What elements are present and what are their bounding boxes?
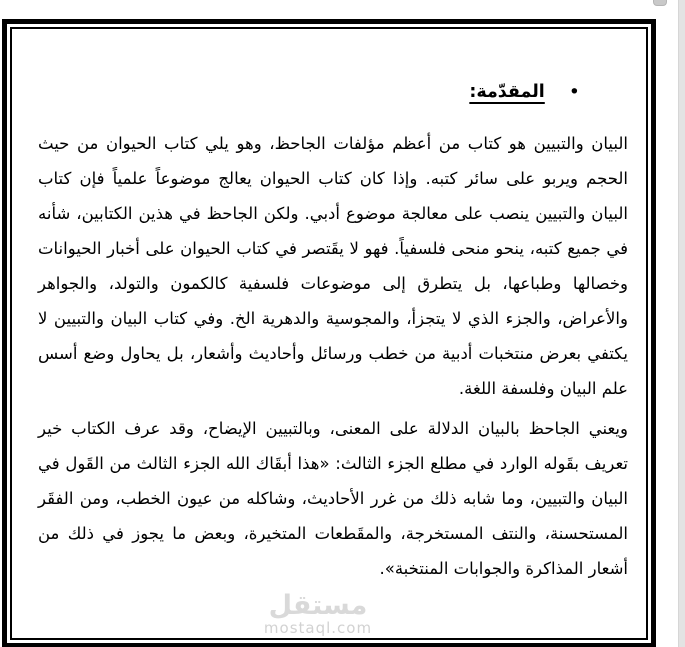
page-border-inner-line bbox=[10, 27, 648, 640]
section-heading-row bbox=[38, 79, 628, 105]
bullet-icon: • bbox=[568, 80, 580, 103]
section-title: المقدّمة: bbox=[469, 82, 545, 102]
mostaql-logo: مستقل bbox=[268, 590, 368, 621]
paragraph-quote-third-part: ويعني الجاحظ بالبيان الدلالة على المعنى، وبالتبيين الإيضاح، وقد عرف الكتاب خير تعريف بقَوله الوارد في مطلع الجزء الثالث: «هذا أبقَاك الله الجزء الثالث من القَول في البيان والتبيين، وما شابه ذلك من غرر الأحاديث، وشاكله من عيون الخطب، ومن الفقَر المستحسنة، والنتف المستخرجة، والمقَطعات المتخيرة، وبعض ما يجوز في ذلك من أشعار المذاكرة والجوابات المنتخبة». bbox=[38, 419, 628, 578]
paragraph-intro-bayan: البيان والتبيين هو كتاب من أعظم مؤلفات الجاحظ، وهو يلي كتاب الحيوان من حيث الحجم ويربو على سائر كتبه. وإذا كان كتاب الحيوان يعالج موضوعاً علمياً فإن كتاب البيان والتبيين ينصب على معالجة موضوع أدبي. ولكن الجاحظ في هذين الكتابين، شأنه في جميع كتبه، ينحو منحى فلسفياً. فهو لا يقَتصر في كتاب الحيوان على أخبار الحيوانات وخصالها وطباعها، بل يتطرق إلى موضوعات فلسفية كالكمون والتولد، والجواهر والأعراض، والجزء الذي لا يتجزأ، والمجوسية والدهرية الخ. وفي كتاب البيان والتبيين لا يكتفي بعرض منتخبات أدبية من خطب ورسائل وأحاديث وأشعار، بل يحاول وضع أسس علم البيان وفلسفة اللغة. bbox=[38, 134, 628, 398]
page-content bbox=[12, 29, 646, 638]
scrollbar-track[interactable] bbox=[678, 0, 685, 647]
mostaql-domain-label: mostaql.com bbox=[263, 619, 373, 637]
page-border-frame bbox=[2, 19, 656, 647]
scroll-handle-icon[interactable] bbox=[653, 0, 667, 6]
